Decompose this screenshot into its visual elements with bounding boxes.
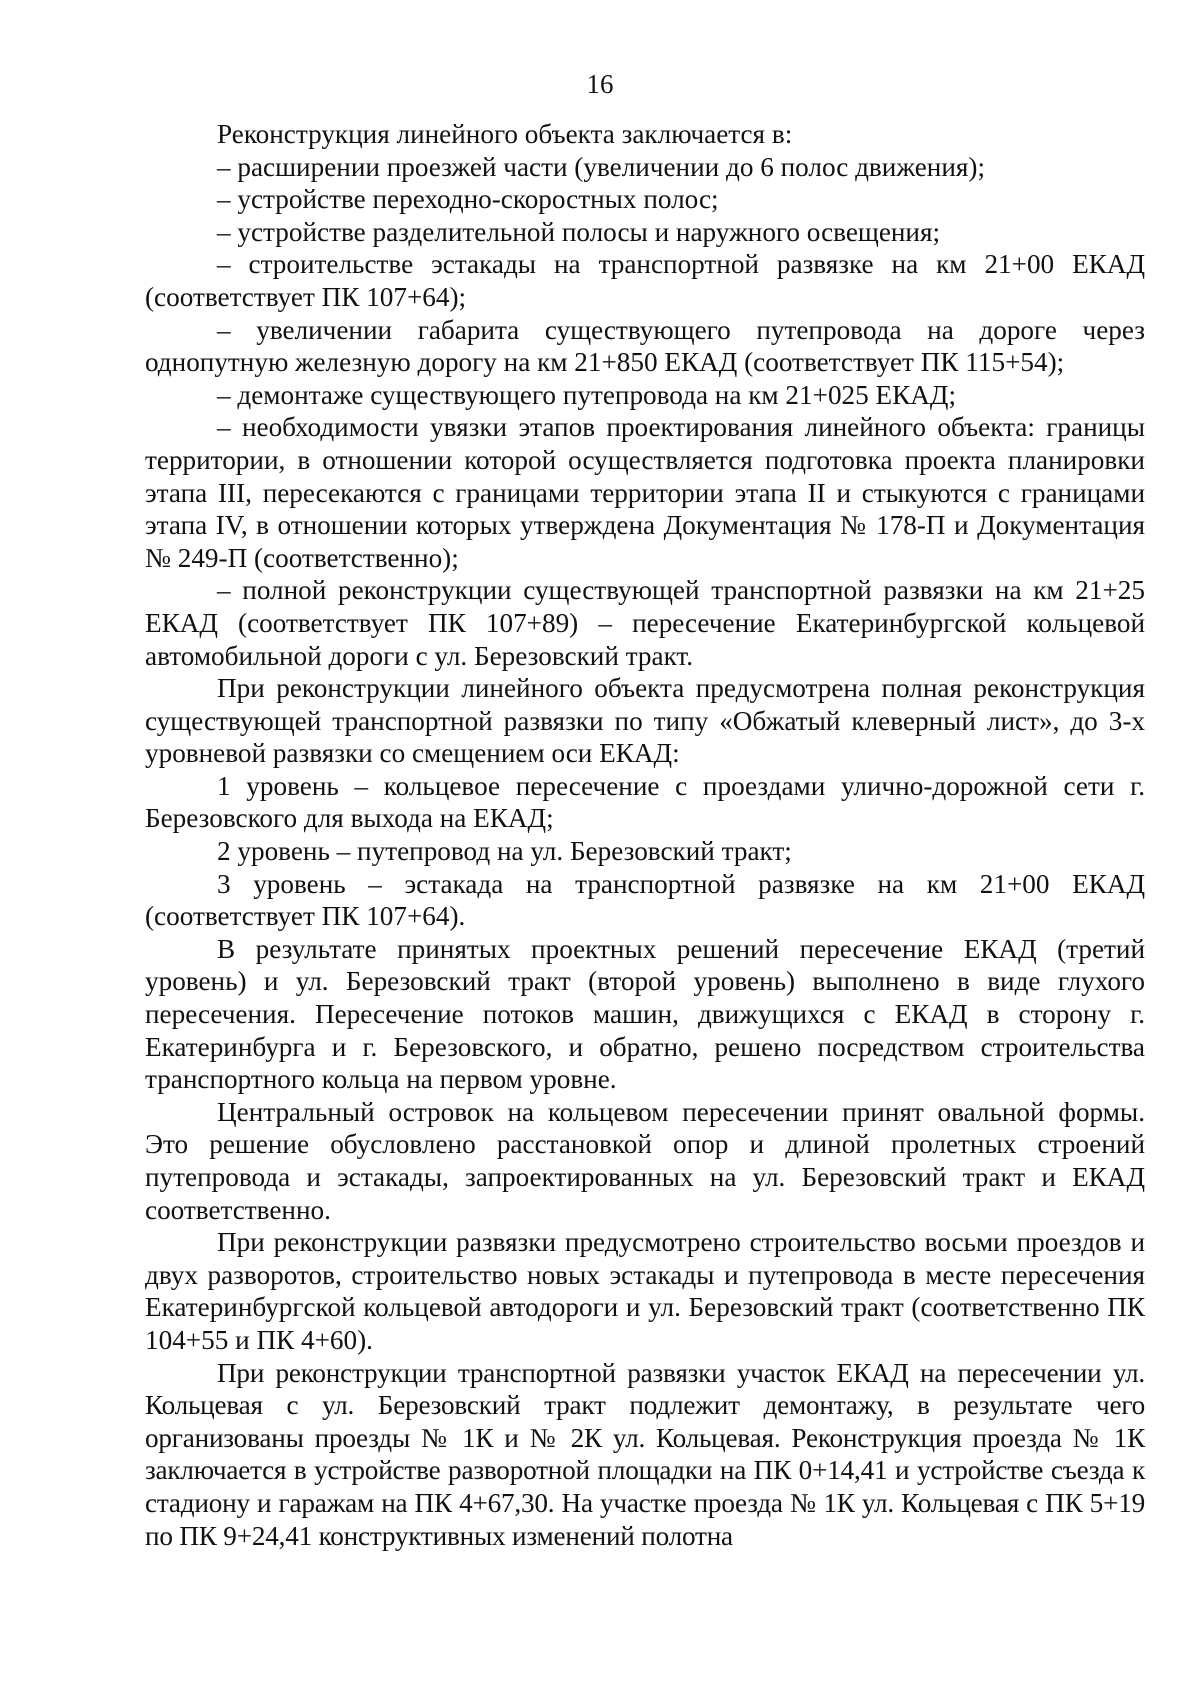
list-item: – устройстве переходно-скоростных полос; bbox=[217, 184, 719, 215]
page-number: 16 bbox=[586, 69, 614, 99]
list-item: – строительстве эстакады на транспортной развязке на км 21+00 ЕКАД (соответствует ПК 107+64); bbox=[145, 249, 1145, 312]
list-item: – необходимости увязки этапов проектирования линейного объекта: границы территории, в отношении которой осуществляется подготовка проекта планировки этапа III, пересекаются с границами территории этапа II и стыкуются с границами этапа IV, в отношении которых утверждена Документация № 178-П и Документация № 249-П (соответственно); bbox=[145, 412, 1145, 573]
body-text bbox=[145, 118, 1145, 1552]
paragraph-intro: Реконструкция линейного объекта заключается в: bbox=[217, 119, 793, 149]
list-item: – демонтаже существующего путепровода на км 21+025 ЕКАД; bbox=[217, 379, 956, 410]
paragraph: При реконструкции транспортной развязки участок ЕКАД на пересечении ул. Кольцевая с ул. Березовский тракт подлежит демонтажу, в результате чего организованы проезды № 1К и № 2К ул. Кольцевая. Реконструкция проезда № 1К заключается в устройстве разворотной площадки на ПК 0+14,41 и устройстве съезда к стадиону и гаражам на ПК 4+67,30. На участке проезда № 1К ул. Кольцевая с ПК 5+19 по ПК 9+24,41 конструктивных изменений полотна bbox=[145, 1357, 1145, 1551]
paragraph: При реконструкции линейного объекта предусмотрена полная реконструкция существующей транспортной развязки по типу «Обжатый клеверный лист», до 3-х уровневой развязки со смещением оси ЕКАД: bbox=[145, 673, 1145, 769]
level-item: 3 уровень – эстакада на транспортной развязке на км 21+00 ЕКАД (соответствует ПК 107+64). bbox=[145, 868, 1145, 932]
paragraph: В результате принятых проектных решений пересечение ЕКАД (третий уровень) и ул. Березовский тракт (второй уровень) выполнено в виде глухого пересечения. Пересечение потоков машин, движущихся с ЕКАД в сторону г. Екатеринбурга и г. Березовского, и обратно, решено посредством строительства транспортного кольца на первом уровне. bbox=[145, 933, 1145, 1095]
paragraph: При реконструкции развязки предусмотрено строительство восьми проездов и двух разворотов, строительство новых эстакады и путепровода в месте пересечения Екатеринбургской кольцевой автодороги и ул. Березовский тракт (соответственно ПК 104+55 и ПК 4+60). bbox=[145, 1227, 1145, 1355]
level-item: 2 уровень – путепровод на ул. Березовский тракт; bbox=[217, 836, 792, 867]
paragraph: Центральный островок на кольцевом пересечении принят овальной формы. Это решение обусловлено расстановкой опор и длиной пролетных строений путепровода и эстакады, запроектированных на ул. Березовский тракт и ЕКАД соответственно. bbox=[145, 1096, 1145, 1225]
list-item: – расширении проезжей части (увеличении до 6 полос движения); bbox=[217, 151, 986, 182]
list-item: – устройстве разделительной полосы и наружного освещения; bbox=[217, 216, 941, 247]
level-item: 1 уровень – кольцевое пересечение с проездами улично-дорожной сети г. Березовского для выхода на ЕКАД; bbox=[145, 770, 1145, 834]
list-item: – полной реконструкции существующей транспортной развязки на км 21+25 ЕКАД (соответствует ПК 107+89) – пересечение Екатеринбургской кольцевой автомобильной дороги с ул. Березовский тракт. bbox=[145, 575, 1145, 671]
list-item: – увеличении габарита существующего путепровода на дороге через однопутную железную дорогу на км 21+850 ЕКАД (соответствует ПК 115+54); bbox=[145, 314, 1145, 378]
